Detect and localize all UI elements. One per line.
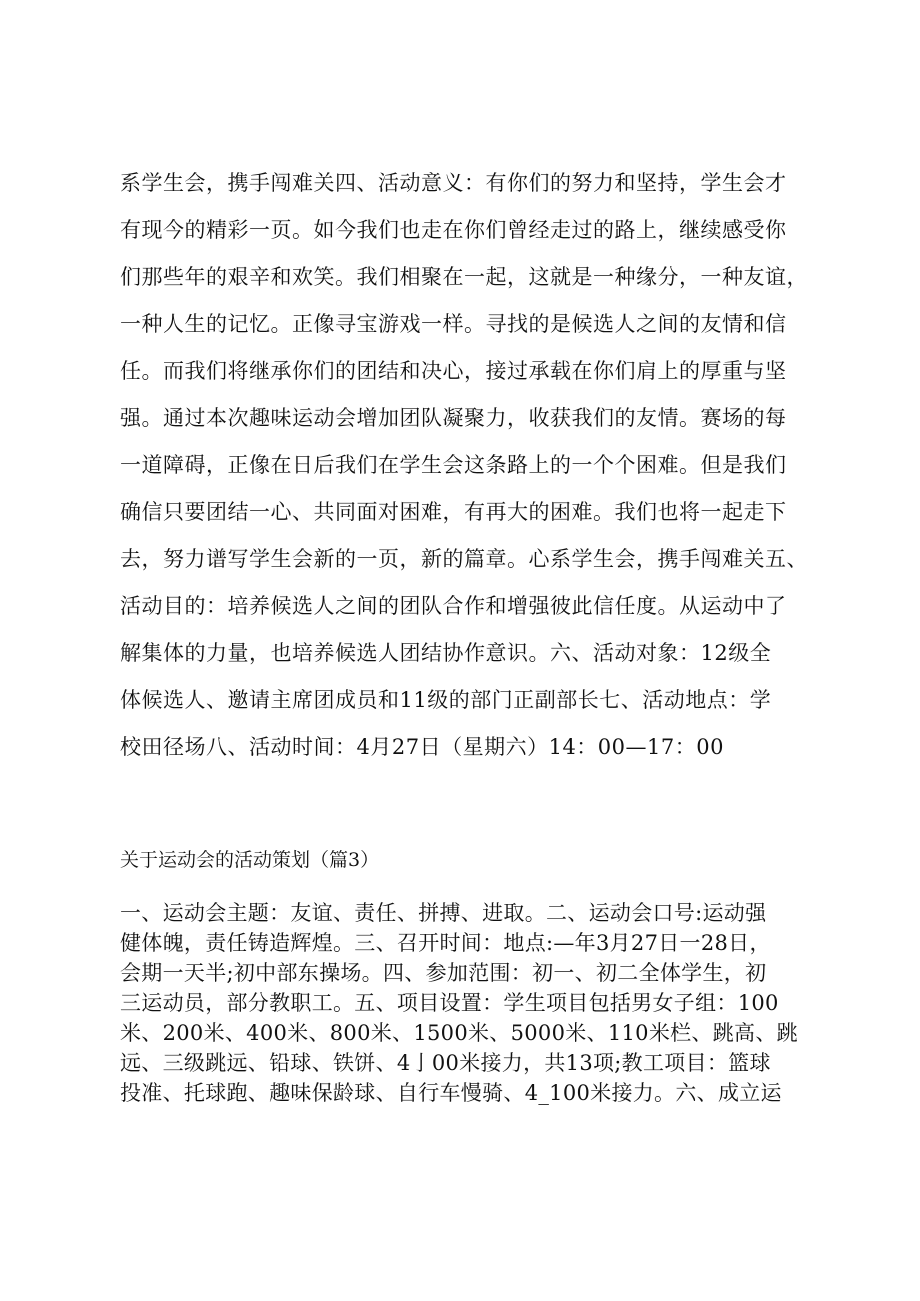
- text-line: 米、200米、400米、800米、1500米、5000米、110米栏、跳高、跳: [120, 1021, 798, 1045]
- paragraph-sports-meet-plan: [120, 898, 860, 1108]
- section-heading: 关于运动会的活动策划（篇3）: [120, 849, 380, 871]
- text-line: 确信只要团结一心、共同面对困难，有再大的困难。我们也将一起走下: [120, 500, 787, 524]
- text-line: 系学生会，携手闯难关四、活动意义：有你们的努力和坚持，学生会才: [120, 171, 787, 195]
- paragraph-activity-plan: [120, 160, 860, 771]
- text-line: 健体魄，责任铸造辉煌。三、召开时间：地点:—年3月27日一28日，: [120, 931, 771, 955]
- text-line: 三运动员，部分教职工。五、项目设置：学生项目包括男女子组：100: [120, 991, 779, 1015]
- text-line: 校田径场八、活动时间：4月27日（星期六）14：00—17：00: [120, 735, 724, 759]
- text-line: 投准、托球跑、趣味保龄球、自行车慢骑、4_100米接力。六、成立运: [120, 1081, 782, 1105]
- text-line: 会期一天半;初中部东操场。四、参加范围：初一、初二全体学生，初: [120, 961, 767, 985]
- text-line: 去，努力谱写学生会新的一页，新的篇章。心系学生会，携手闯难关五、: [120, 547, 808, 571]
- text-line: 们那些年的艰辛和欢笑。我们相聚在一起，这就是一种缘分，一种友谊，: [120, 265, 808, 289]
- text-line: 一、运动会主题：友谊、责任、拼搏、进取。二、运动会口号:运动强: [120, 901, 767, 925]
- text-line: 远、三级跳远、铅球、铁饼、4亅00米接力，共13项;教工项目：篮球: [120, 1051, 771, 1075]
- text-line: 体候选人、邀请主席团成员和11级的部门正副部长七、活动地点：学: [120, 688, 772, 712]
- text-line: 解集体的力量，也培养候选人团结协作意识。六、活动对象：12级全: [120, 641, 772, 665]
- text-line: 活动目的：培养候选人之间的团队合作和增强彼此信任度。从运动中了: [120, 594, 787, 618]
- text-line: 一种人生的记忆。正像寻宝游戏一样。寻找的是候选人之间的友情和信: [120, 312, 787, 336]
- text-line: 任。而我们将继承你们的团结和决心，接过承载在你们肩上的厚重与坚: [120, 359, 787, 383]
- text-line: 一道障碍，正像在日后我们在学生会这条路上的一个个困难。但是我们: [120, 453, 787, 477]
- text-line: 有现今的精彩一页。如今我们也走在你们曾经走过的路上，继续感受你: [120, 218, 787, 242]
- text-line: 强。通过本次趣味运动会增加团队凝聚力，收获我们的友情。赛场的每: [120, 406, 787, 430]
